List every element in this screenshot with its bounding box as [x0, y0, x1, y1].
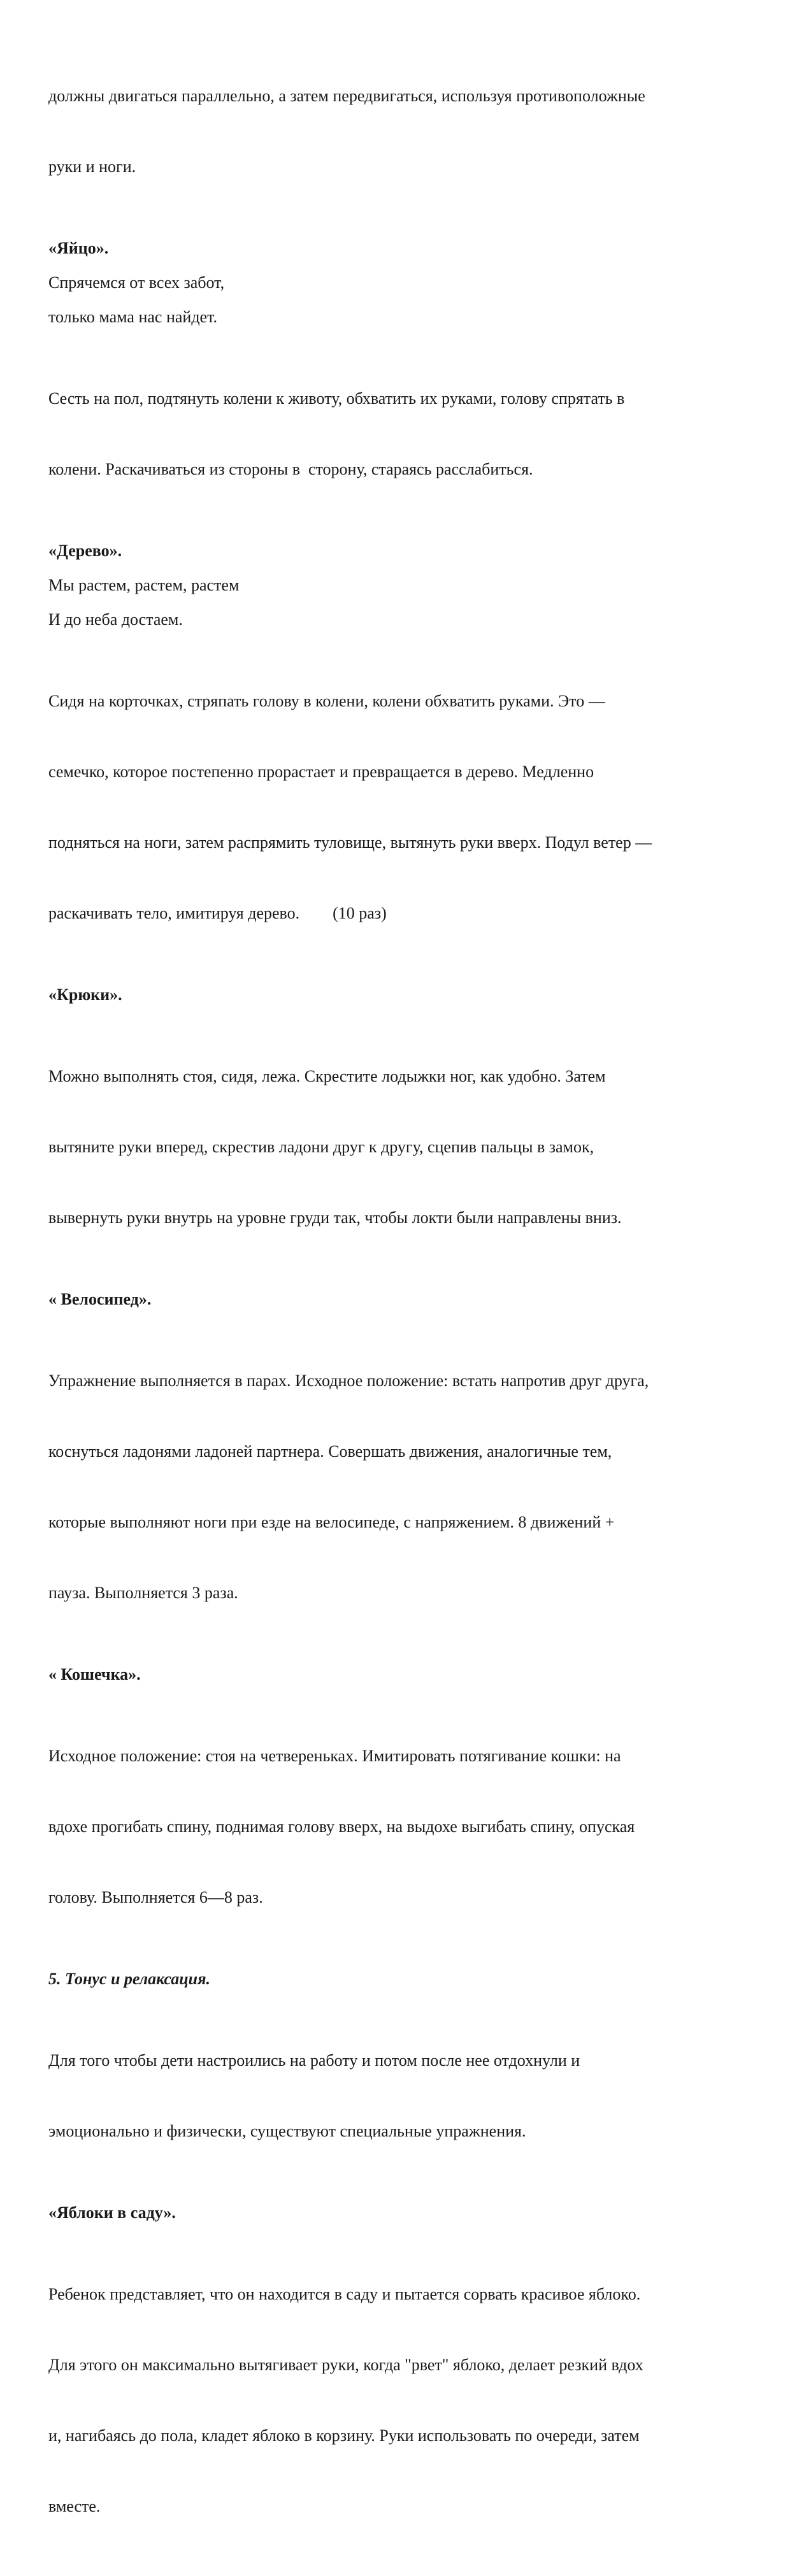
text-line: Исходное положение: стоя на четвереньках. Имитировать потягивание кошки: на	[48, 1747, 621, 1765]
text-line: колени. Раскачиваться из стороны в сторону, стараясь расслабиться.	[48, 460, 533, 478]
apples-description	[48, 2235, 743, 2565]
heading-kitty: « Кошечка».	[48, 1665, 141, 1684]
text-line: которые выполняют ноги при езде на велосипеде, с напряжением. 8 движений +	[48, 1513, 615, 1531]
text-line: руки и ноги.	[48, 157, 136, 176]
verse-line: Спрячемся от всех забот,	[48, 273, 225, 292]
section-5-description	[48, 2001, 743, 2190]
kitty-description	[48, 1697, 743, 1956]
tree-description	[48, 642, 743, 972]
text-line: Упражнение выполняется в парах. Исходное положение: встать напротив друг друга,	[48, 1371, 649, 1390]
heading-hooks: «Крюки».	[48, 985, 122, 1004]
document-page	[48, 37, 743, 2576]
text-line: раскачивать тело, имитируя дерево. (10 раз)	[48, 904, 387, 922]
verse-line: И до неба достаем.	[48, 610, 183, 629]
text-line: голову. Выполняется 6—8 раз.	[48, 1888, 263, 1907]
text-line: подняться на ноги, затем распрямить туловище, вытянуть руки вверх. Подул ветер —	[48, 833, 652, 852]
text-line: и, нагибаясь до пола, кладет яблоко в корзину. Руки использовать по очереди, затем	[48, 2426, 640, 2445]
hooks-description	[48, 1017, 743, 1277]
text-line: коснуться ладонями ладоней партнера. Совершать движения, аналогичные тем,	[48, 1442, 612, 1461]
text-line: вдохе прогибать спину, поднимая голову вверх, на выдохе выгибать спину, опуская	[48, 1817, 635, 1836]
intro-paragraph	[48, 37, 743, 225]
text-line: вытяните руки вперед, скрестив ладони друг к другу, сцепив пальцы в замок,	[48, 1138, 594, 1156]
text-line: вместе.	[48, 2497, 101, 2515]
heading-apples: «Яблоки в саду».	[48, 2203, 176, 2222]
verse-line: Мы растем, растем, растем	[48, 576, 240, 594]
text-line: Можно выполнять стоя, сидя, лежа. Скрестите лодыжки ног, как удобно. Затем	[48, 1067, 606, 1085]
text-line: Ребенок представляет, что он находится в саду и пытается сорвать красивое яблоко.	[48, 2285, 641, 2303]
text-line: семечко, которое постепенно прорастает и превращается в дерево. Медленно	[48, 762, 594, 781]
text-line: Сесть на пол, подтянуть колени к животу, обхватить их руками, голову спрятать в	[48, 389, 625, 408]
text-line: вывернуть руки внутрь на уровне груди так, чтобы локти были направлены вниз.	[48, 1208, 622, 1227]
egg-description	[48, 340, 743, 528]
text-line: пауза. Выполняется 3 раза.	[48, 1584, 238, 1602]
text-line: Сидя на корточках, стряпать голову в колени, колени обхватить руками. Это —	[48, 692, 605, 710]
text-line: Для того чтобы дети настроились на работу и потом после нее отдохнули и	[48, 2051, 580, 2070]
text-line: должны двигаться параллельно, а затем передвигаться, используя противоположные	[48, 87, 645, 105]
verse-line: только мама нас найдет.	[48, 308, 217, 326]
text-line: Для этого он максимально вытягивает руки, когда "рвет" яблоко, делает резкий вдох	[48, 2356, 643, 2374]
heading-tree: «Дерево».	[48, 541, 122, 560]
heading-section-5: 5. Тонус и релаксация.	[48, 1970, 211, 1988]
heading-bicycle: « Велосипед».	[48, 1290, 152, 1308]
text-line: эмоционально и физически, существуют специальные упражнения.	[48, 2122, 526, 2140]
heading-egg: «Яйцо».	[48, 239, 109, 257]
bicycle-description	[48, 1322, 743, 1652]
